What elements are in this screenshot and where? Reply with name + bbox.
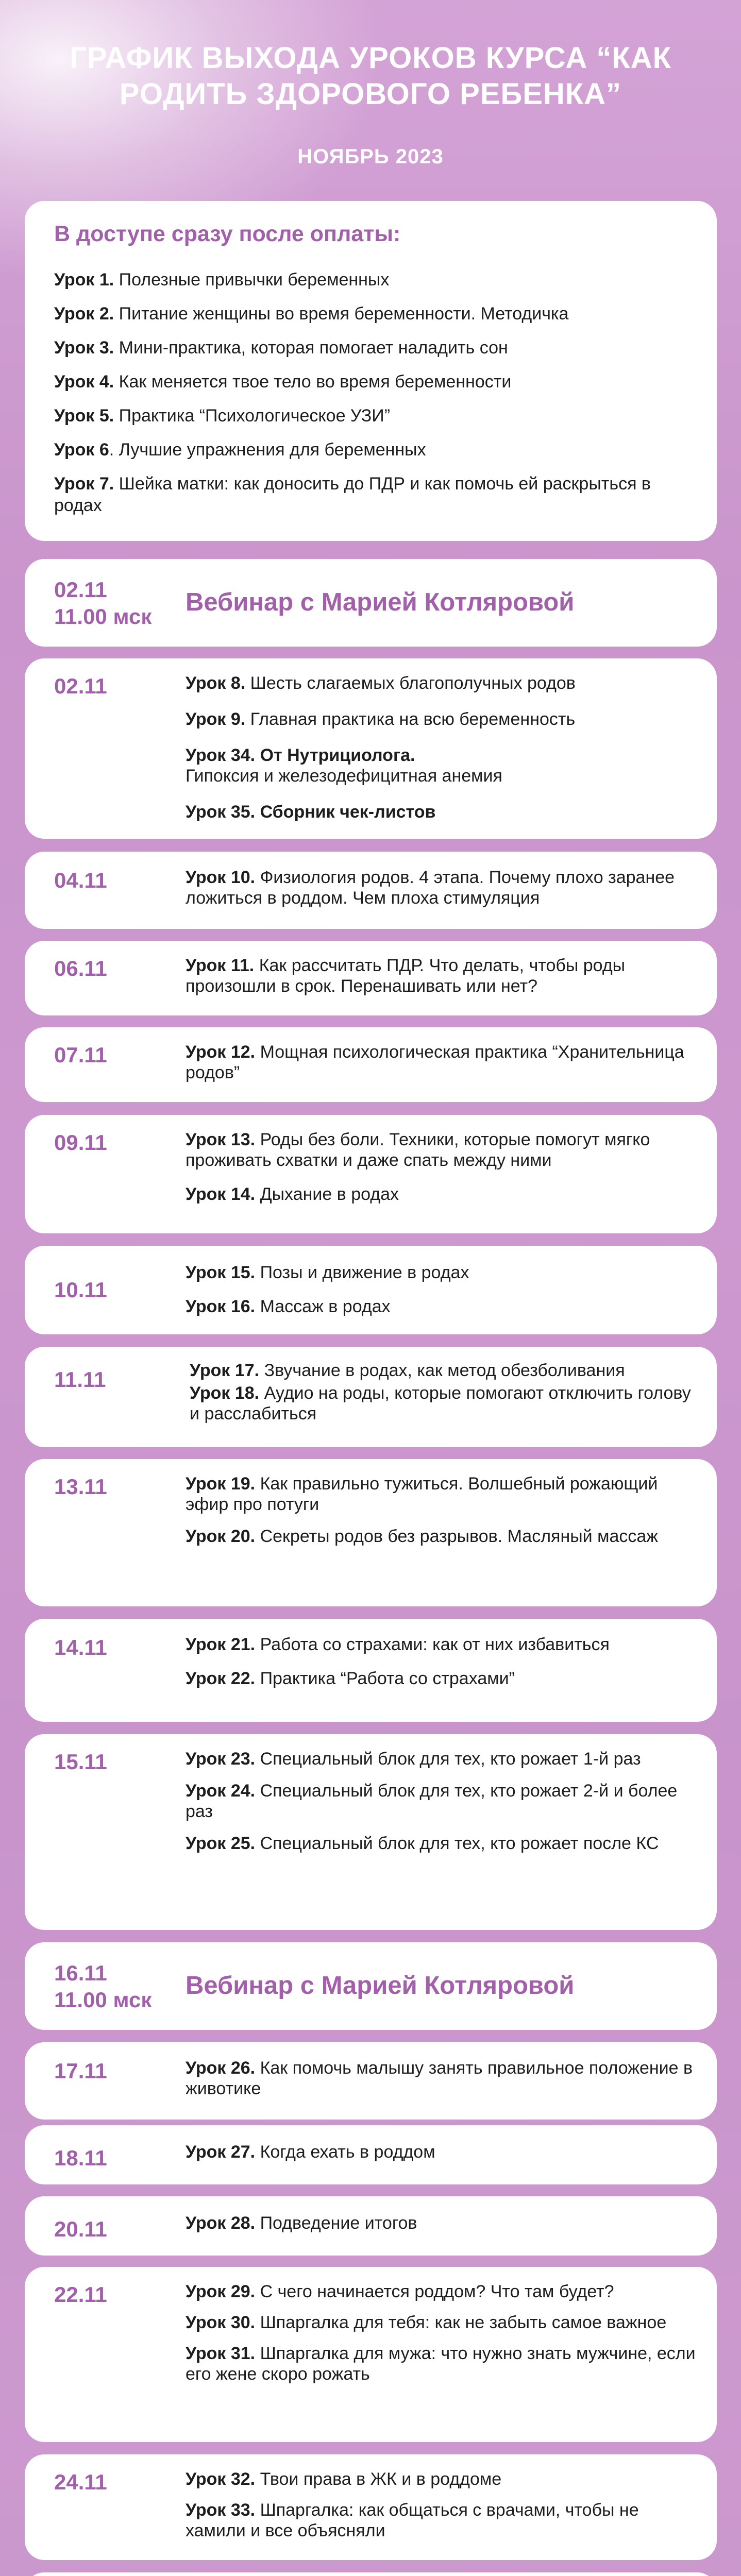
schedule-card (25, 2042, 717, 2120)
list-item (186, 709, 701, 730)
lesson-title: Специальный блок для тех, кто рожает 2-й и более раз (186, 1781, 678, 1821)
time-text: 11.00 мск (54, 1988, 152, 2012)
schedule-card (25, 1734, 717, 1930)
event-date: 09.11 (54, 1130, 107, 1155)
lesson-title: Полезные привычки беременных (114, 270, 390, 290)
lesson-title: Шпаргалка: как общаться с врачами, чтобы не хамили и все объясняли (186, 2500, 639, 2540)
list-item (54, 269, 683, 291)
event-date: 18.11 (54, 2146, 107, 2170)
lesson-number: Урок 2. (54, 304, 114, 324)
lesson-list (186, 1262, 701, 1317)
lesson-title: Как меняется твое тело во время беременности (114, 372, 512, 392)
schedule-card (25, 2267, 717, 2442)
list-item (54, 337, 683, 359)
list-item (186, 673, 701, 693)
lesson-number: Урок 33. (186, 2500, 256, 2520)
lesson-number: Урок 26. (186, 2058, 256, 2078)
schedule-card (25, 941, 717, 1015)
lesson-title: Практика “Психологическое УЗИ” (114, 406, 391, 426)
lesson-number: Урок 17. (190, 1361, 260, 1380)
list-item (186, 2343, 701, 2384)
schedule-card (25, 852, 717, 929)
schedule-card (25, 1619, 717, 1722)
webinar-title: Вебинар с Марией Котляровой (186, 1972, 575, 1999)
lesson-number: Урок 10. (186, 868, 256, 887)
lesson-number: Урок 21. (186, 1635, 256, 1654)
list-item (54, 371, 683, 393)
list-item (186, 2469, 701, 2489)
list-item (186, 1749, 701, 1769)
intro-card (25, 201, 717, 541)
lesson-number: Урок 35. Сборник чек-листов (186, 802, 436, 822)
schedule-card (25, 1459, 717, 1606)
lesson-title: Работа со страхами: как от них избавиться (255, 1635, 610, 1654)
lesson-title: Твои права в ЖК и в роддоме (255, 2469, 502, 2489)
lesson-list (190, 1360, 705, 1424)
list-item (190, 1360, 705, 1381)
lesson-title: Звучание в родах, как метод обезболивания (259, 1361, 625, 1380)
lesson-number: Урок 31. (186, 2344, 256, 2363)
lesson-number: Урок 24. (186, 1781, 256, 1801)
lesson-title: Шпаргалка для тебя: как не забыть самое важное (255, 2313, 667, 2332)
lesson-number: Урок 28. (186, 2213, 256, 2233)
lesson-number: Урок 7. (54, 474, 114, 494)
list-item (186, 745, 701, 786)
lesson-title: Специальный блок для тех, кто рожает после КС (255, 1834, 659, 1853)
list-item (186, 955, 701, 996)
intro-list (54, 269, 683, 516)
event-date (54, 577, 151, 630)
lesson-list (186, 1749, 701, 1854)
lesson-title: Практика “Работа со страхами” (255, 1669, 515, 1688)
list-item (186, 1781, 701, 1822)
list-item (186, 802, 701, 822)
event-date: 02.11 (54, 674, 107, 698)
lesson-title: Дыхание в родах (255, 1184, 399, 1204)
lesson-title: Питание женщины во время беременности. Методичка (114, 304, 569, 324)
page-title: ГРАФИК ВЫХОДА УРОКОВ КУРСА “КАК РОДИТЬ ЗДОРОВОГО РЕБЕНКА” (69, 41, 672, 111)
schedule-card (25, 1347, 717, 1447)
event-date: 07.11 (54, 1043, 107, 1067)
lesson-title: Как правильно тужиться. Волшебный рожающий эфир про потуги (186, 1474, 658, 1514)
lesson-number: Урок 29. (186, 2282, 256, 2301)
schedule-card (25, 1027, 717, 1102)
lesson-list (186, 2213, 701, 2233)
event-date: 22.11 (54, 2282, 107, 2307)
list-item (186, 2142, 701, 2162)
list-item (186, 2281, 701, 2302)
lesson-number: Урок 13. (186, 1130, 256, 1149)
lesson-list (186, 867, 701, 908)
list-item (186, 1634, 701, 1655)
lesson-title: Аудио на роды, которые помогают отключить голову и расслабиться (190, 1383, 691, 1423)
lesson-title: Специальный блок для тех, кто рожает 1-й раз (255, 1749, 641, 1769)
list-item (186, 2312, 701, 2333)
list-item (54, 303, 683, 325)
lesson-list (186, 1634, 701, 1689)
webinar-title: Вебинар с Марией Котляровой (186, 588, 575, 616)
lesson-list (186, 1473, 701, 1547)
lesson-number: Урок 3. (54, 338, 114, 358)
date-text: 02.11 (54, 578, 107, 602)
list-item (54, 405, 683, 427)
event-date: 15.11 (54, 1750, 107, 1774)
list-item (54, 473, 683, 516)
event-date (54, 1960, 151, 2013)
schedule-card (25, 1246, 717, 1334)
time-text: 11.00 мск (54, 604, 152, 629)
lesson-title: Позы и движение в родах (255, 1263, 469, 1282)
event-date: 10.11 (54, 1278, 107, 1302)
lesson-number: Урок 9. (186, 709, 246, 729)
lesson-number: Урок 4. (54, 372, 114, 392)
webinar-card (25, 1942, 717, 2030)
lesson-title: Шесть слагаемых благополучных родов (245, 673, 576, 693)
event-date: 13.11 (54, 1475, 107, 1499)
lesson-number: Урок 25. (186, 1834, 256, 1853)
schedule-card (25, 658, 717, 839)
lesson-number: Урок 14. (186, 1184, 256, 1204)
list-item (54, 439, 683, 461)
event-date: 17.11 (54, 2059, 107, 2083)
list-item (186, 1129, 701, 1171)
lesson-list (186, 1129, 701, 1205)
list-item (186, 1042, 701, 1083)
lesson-number: Урок 19. (186, 1474, 256, 1494)
lesson-title: Подведение итогов (255, 2213, 417, 2233)
lesson-list (186, 2281, 701, 2384)
lesson-title: . Лучшие упражнения для беременных (109, 440, 426, 460)
schedule-card (25, 2572, 717, 2576)
lesson-number: Урок 30. (186, 2313, 256, 2332)
lesson-title: Мини-практика, которая помогает наладить сон (114, 338, 508, 358)
lesson-number: Урок 23. (186, 1749, 256, 1769)
schedule-card (25, 2454, 717, 2560)
list-item (190, 1383, 705, 1424)
header (0, 0, 741, 201)
lesson-title: Гипоксия и железодефицитная анемия (186, 766, 502, 786)
list-item (186, 2058, 701, 2099)
lesson-title: Мощная психологическая практика “Хранительница родов” (186, 1042, 684, 1082)
lesson-number: Урок 8. (186, 673, 246, 693)
lesson-list (186, 955, 701, 996)
list-item (186, 867, 701, 908)
list-item (186, 1833, 701, 1854)
list-item (186, 2213, 701, 2233)
lesson-number: Урок 12. (186, 1042, 256, 1062)
lesson-number: Урок 27. (186, 2142, 256, 2162)
schedule-card (25, 2125, 717, 2184)
lesson-title: С чего начинается роддом? Что там будет? (255, 2282, 614, 2301)
lesson-number: Урок 16. (186, 1297, 256, 1316)
page-subtitle: НОЯБРЬ 2023 (297, 145, 444, 168)
list-item (186, 2500, 701, 2541)
event-date: 14.11 (54, 1635, 107, 1659)
lesson-number: Урок 32. (186, 2469, 256, 2489)
lesson-number: Урок 34. От Нутрициолога. (186, 745, 415, 765)
list-item (186, 1296, 701, 1317)
lesson-number: Урок 5. (54, 406, 114, 426)
lesson-list (186, 2142, 701, 2162)
event-date: 04.11 (54, 868, 107, 892)
lesson-title: Роды без боли. Техники, которые помогут мягко проживать схватки и даже спать между ними (186, 1130, 650, 1170)
event-date: 06.11 (54, 956, 107, 980)
lesson-title: Шейка матки: как доносить до ПДР и как помочь ей раскрыться в родах (54, 474, 651, 515)
date-text: 16.11 (54, 1961, 107, 1985)
lesson-title: Секреты родов без разрывов. Масляный массаж (255, 1527, 659, 1546)
list-item (186, 1184, 701, 1205)
lesson-title: Физиология родов. 4 этапа. Почему плохо заранее ложиться в роддом. Чем плоха стимуляция (186, 868, 675, 908)
list-item (186, 1668, 701, 1689)
lesson-title: Главная практика на всю беременность (245, 709, 576, 729)
schedule-card (25, 1115, 717, 1233)
lesson-number: Урок 1. (54, 270, 114, 290)
list-item (186, 1526, 701, 1547)
list-item (186, 1262, 701, 1283)
lesson-list (186, 2058, 701, 2099)
lesson-list (186, 1042, 701, 1083)
event-date: 24.11 (54, 2470, 107, 2494)
lesson-title: Как помочь малышу занять правильное положение в животике (186, 2058, 693, 2098)
lesson-list (186, 673, 701, 822)
schedule-card (25, 2196, 717, 2256)
lesson-title: Шпаргалка для мужа: что нужно знать мужчине, если его жене скоро рожать (186, 2344, 696, 2384)
list-item (186, 1473, 701, 1515)
lesson-number: Урок 22. (186, 1669, 256, 1688)
event-date: 11.11 (54, 1367, 106, 1392)
lesson-number: Урок 18. (190, 1383, 260, 1403)
lesson-number: Урок 20. (186, 1527, 256, 1546)
intro-heading: В доступе сразу после оплаты: (54, 222, 401, 246)
lesson-title: Массаж в родах (255, 1297, 391, 1316)
event-date: 20.11 (54, 2217, 107, 2241)
lesson-number: Урок 15. (186, 1263, 256, 1282)
lesson-number: Урок 6 (54, 440, 109, 460)
lesson-number: Урок 11. (186, 956, 255, 975)
lesson-title: Как рассчитать ПДР. Что делать, чтобы роды произошли в срок. Перенашивать или нет? (186, 956, 626, 996)
lesson-list (186, 2469, 701, 2541)
lesson-title: Когда ехать в роддом (255, 2142, 435, 2162)
webinar-card (25, 559, 717, 647)
